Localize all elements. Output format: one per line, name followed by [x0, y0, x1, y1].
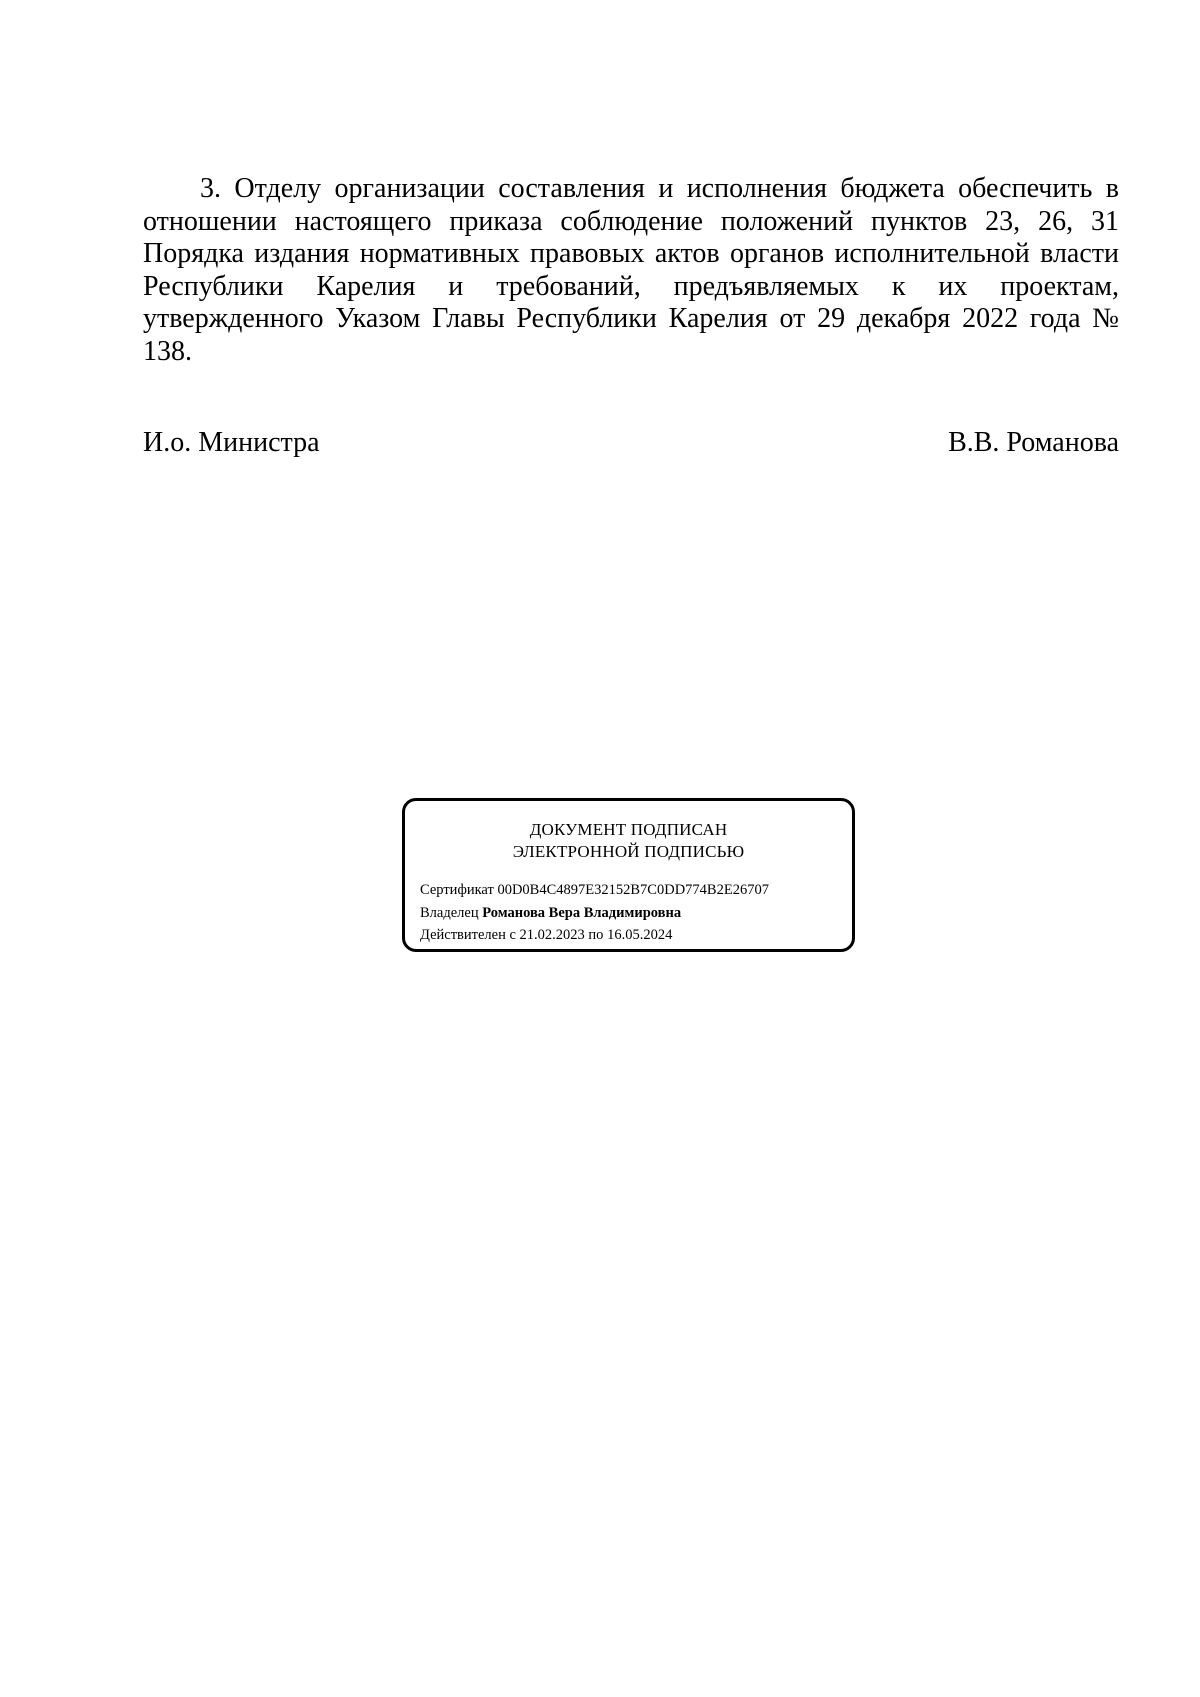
- stamp-header-line-1: ДОКУМЕНТ ПОДПИСАН: [529, 820, 728, 839]
- valid-label: Действителен с: [420, 927, 516, 943]
- owner-label: Владелец: [420, 904, 479, 921]
- signature-block: [143, 427, 1119, 459]
- valid-to-label: по: [588, 927, 604, 943]
- stamp-details: [420, 879, 769, 947]
- stamp-validity-line: [420, 924, 769, 947]
- valid-to-date: 16.05.2024: [607, 927, 673, 943]
- signatory-position: И.о. Министра: [143, 427, 320, 458]
- stamp-header: [405, 819, 852, 863]
- order-paragraph-3: 3. Отделу организации составления и исполнения бюджета обеспечить в отношении настоящего приказа соблюдение положений пунктов 23, 26, 31 Порядка издания нормативных правовых актов органов исполнительной власти Республики Карелия и требований, предъявляемых к их проектам, утвержденного Указом Главы Республики Карелия от 29 декабря 2022 года № 138.: [143, 173, 1119, 367]
- owner-name: Романова Вера Владимировна: [482, 904, 682, 921]
- stamp-owner-line: [420, 902, 769, 925]
- signatory-name: В.В. Романова: [948, 427, 1119, 458]
- electronic-signature-stamp: [402, 798, 855, 952]
- valid-from-date: 21.02.2023: [519, 927, 585, 943]
- stamp-certificate-line: [420, 879, 769, 902]
- stamp-header-line-2: ЭЛЕКТРОННОЙ ПОДПИСЬЮ: [512, 842, 745, 861]
- certificate-number: 00D0B4C4897E32152B7C0DD774B2E26707: [497, 882, 769, 898]
- certificate-label: Сертификат: [420, 882, 494, 898]
